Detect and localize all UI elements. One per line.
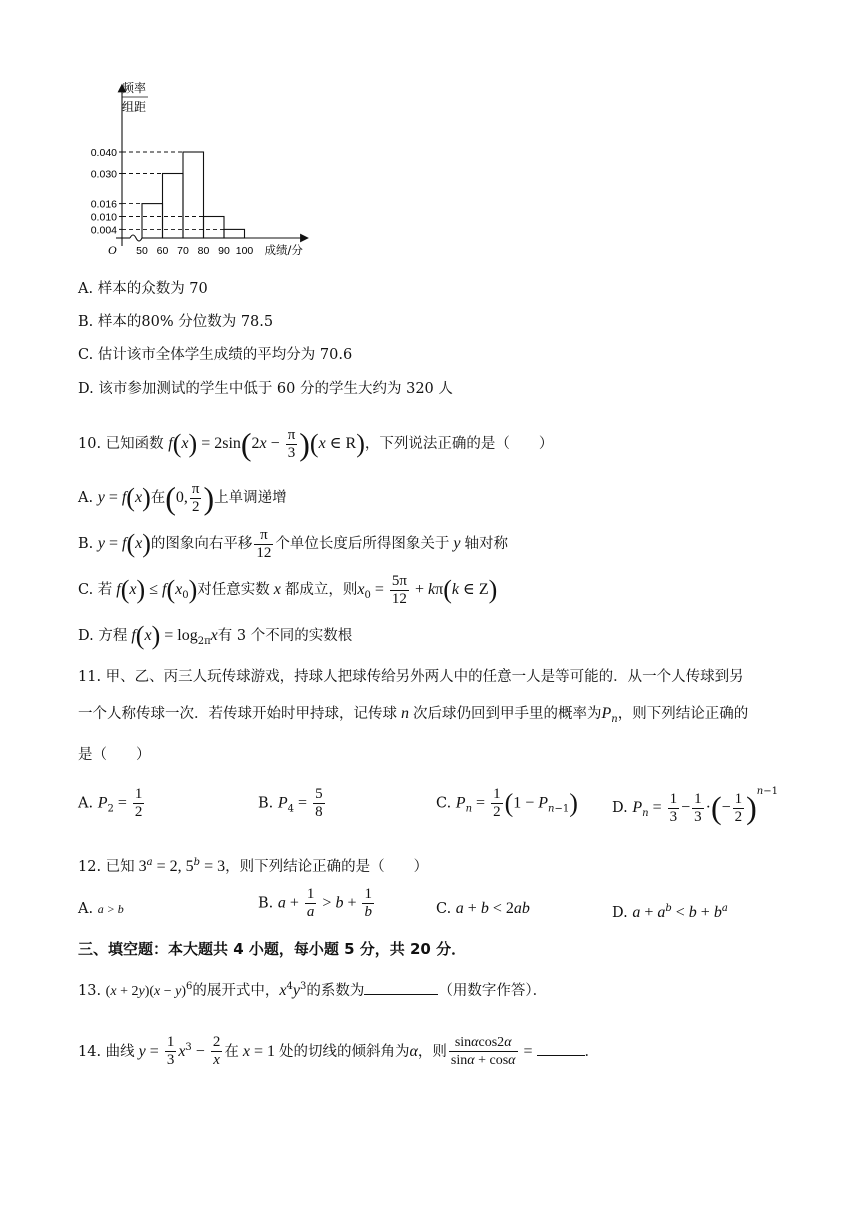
q11-option-a: A. $P_2$ = $\frac{1}{2}$ [78,786,143,820]
x-tick-label: 80 [197,245,210,257]
histogram-bar [183,152,204,238]
histogram-bar [224,229,245,238]
frequency-histogram [70,70,330,270]
q14-answer-blank[interactable] [537,1055,585,1056]
q12-option-b: B. a + $\frac{1}{a}$ > b + $\frac{1}{b}$ [258,886,372,920]
q12-option-a: A. a > b [78,901,124,917]
q10-option-c: C. 若 $f(x) \le f(x_0)$对任意实数 x 都成立，则$x_0$ = $\frac{5\pi}{12}$ + kπ(k ∈ Z) [78,572,498,607]
q11-option-c: C. $P_n$ = $\frac{1}{2}$ $(1 - P_{n-1})$ [436,786,578,820]
q10-stem: 10. 已知函数 f(x) = 2sin(2x − $\frac{\pi}{3}$ )(x ∈ R)，下列说法正确的是（ ） [78,426,554,462]
axis-break-mark [130,235,142,241]
q12-option-c: C. a + b < 2ab [436,900,530,917]
x-tick-label: 90 [218,245,230,257]
y-tick-label: 0.030 [90,168,117,181]
x-tick-label: 50 [136,245,148,257]
q12-option-d: D. $a + a^b < b + b^a$ [612,903,728,921]
y-axis-label-bottom: 组距 [122,100,147,114]
x-tick-label: 100 [235,245,254,257]
origin-label: O [108,243,117,257]
q9-option-a: A. 样本的众数为 70 [78,281,208,297]
q9-option-b: B. 样本的80% 分位数为 78.5 [78,314,274,330]
q12-stem: 12. 已知 $3^a = 2$, $5^b = 3$，则下列结论正确的是（ ） [78,857,429,875]
y-tick-label: 0.016 [90,198,117,211]
x-axis-label: 成绩/分 [264,243,303,257]
q10-option-b: B. y = f(x)的图象向右平移 $\frac{\pi}{12}$ 个单位长度后所得图象关于 y 轴对称 [78,526,509,561]
y-tick-label: 0.010 [90,211,117,224]
x-tick-label: 60 [156,245,169,257]
q11-stem-line2: 一个人称传球一次．若传球开始时甲持球，记传球 n 次后球仍回到甲手里的概率为$P_n$，则下列结论正确的 [78,705,749,725]
q10-option-d: D. 方程 $f(x) = \log_{2\pi}x$有 3 个不同的实数根 [78,621,353,650]
histogram-bar [142,204,163,238]
x-tick-label: 70 [177,245,189,257]
q10-option-a: A. y = f(x)在(0, $\frac{\pi}{2}$ )上单调递增 [78,480,287,516]
q13-stem: 13. $(x + 2y)(x - y)^6$的展开式中，$x^4y^3$的系数为 （用数字作答）． [78,981,548,999]
q11-stem-line3: 是（ ） [78,747,151,763]
y-tick-label: 0.040 [90,147,117,159]
histogram-bar [163,174,184,239]
q9-option-c: C. 估计该市全体学生成绩的平均分为 70.6 [78,347,353,363]
y-tick-label: 0.004 [90,224,117,237]
q11-option-d: D. $P_n$ = $\frac{1}{3}$ − $\frac{1}{3}$ ·(− $\frac{1}{2}$ )$^{n-1}$ [612,786,778,826]
q11-option-b: B. $P_4$ = $\frac{5}{8}$ [258,786,323,820]
histogram-bar [204,217,225,239]
section-3-title: 三、填空题：本大题共 4 小题，每小题 5 分，共 20 分． [78,940,467,958]
q9-option-d: D. 该市参加测试的学生中低于 60 分的学生大约为 320 人 [78,381,453,397]
y-axis-label-top: 频率 [122,81,147,95]
q13-answer-blank[interactable] [364,994,438,995]
q14-stem: 14. 曲线 y = $\frac{1}{3}$ $x^3$ − $\frac{2}{x}$ 在 x = 1 处的切线的倾斜角为α，则 $\frac{\sin\alpha\cos 2\alpha}{\sin\alpha + \cos\alpha}$ = ． [78,1034,600,1069]
q11-stem-line1: 11. 甲、乙、丙三人玩传球游戏，持球人把球传给另外两人中的任意一人是等可能的．从一个人传球到另 [78,669,744,685]
